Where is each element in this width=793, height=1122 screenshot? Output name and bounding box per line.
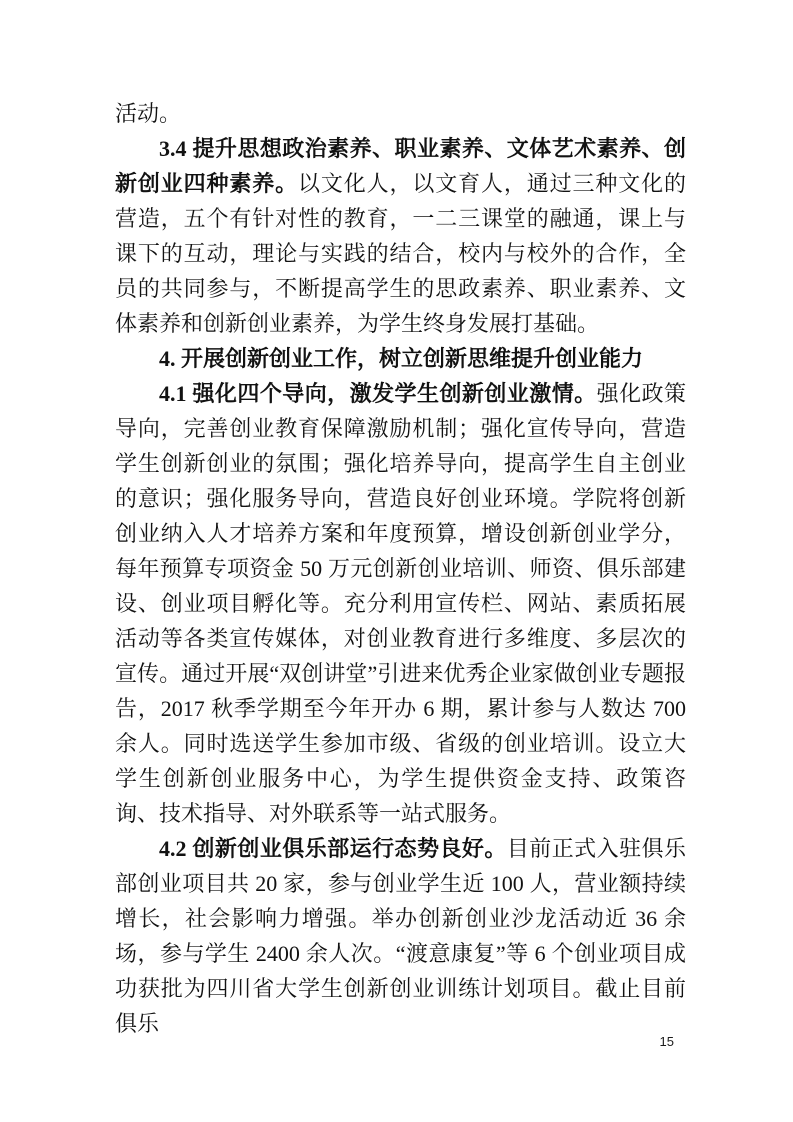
section-4-2-lead: 4.2 创新创业俱乐部运行态势良好。 — [159, 836, 507, 861]
paragraph-continuation-text: 活动。 — [115, 101, 182, 126]
paragraph-section-4-1 — [115, 376, 686, 831]
document-body — [115, 96, 686, 1041]
section-4-heading-text: 4. 开展创新创业工作，树立创新思维提升创业能力 — [159, 346, 644, 371]
paragraph-continuation — [115, 96, 686, 131]
section-4-1-lead: 4.1 强化四个导向，激发学生创新创业激情。 — [159, 381, 597, 406]
section-3-4-lead: 3.4 提升思想政治素养、职业素养、文体艺术素养、创新创业四种素养。 — [115, 136, 686, 196]
section-3-4-body: 以文化人，以文育人，通过三种文化的营造，五个有针对性的教育，一二三课堂的融通，课上与课下的互动，理论与实践的结合，校内与校外的合作，全员的共同参与，不断提高学生的思政素养、职业素养、文体素养和创新创业素养，为学生终身发展打基础。 — [115, 171, 686, 336]
paragraph-section-3-4 — [115, 131, 686, 341]
page-number: 15 — [659, 1034, 674, 1049]
paragraph-section-4-2 — [115, 831, 686, 1041]
heading-section-4 — [115, 341, 686, 376]
section-4-2-body: 目前正式入驻俱乐部创业项目共 20 家，参与创业学生近 100 人，营业额持续增长，社会影响力增强。举办创新创业沙龙活动近 36 余场，参与学生 2400 余人次。“渡意康复”等 6 个创业项目成功获批为四川省大学生创新创业训练计划项目。截止目前俱乐 — [115, 836, 686, 1036]
section-4-1-body: 强化政策导向，完善创业教育保障激励机制；强化宣传导向，营造学生创新创业的氛围；强化培养导向，提高学生自主创业的意识；强化服务导向，营造良好创业环境。学院将创新创业纳入人才培养方案和年度预算，增设创新创业学分，每年预算专项资金 50 万元创新创业培训、师资、俱乐部建设、创业项目孵化等。充分利用宣传栏、网站、素质拓展活动等各类宣传媒体，对创业教育进行多维度、多层次的宣传。通过开展“双创讲堂”引进来优秀企业家做创业专题报告，2017 秋季学期至今年开办 6 期，累计参与人数达 700 余人。同时选送学生参加市级、省级的创业培训。设立大学生创新创业服务中心，为学生提供资金支持、政策咨询、技术指导、对外联系等一站式服务。 — [115, 381, 686, 826]
